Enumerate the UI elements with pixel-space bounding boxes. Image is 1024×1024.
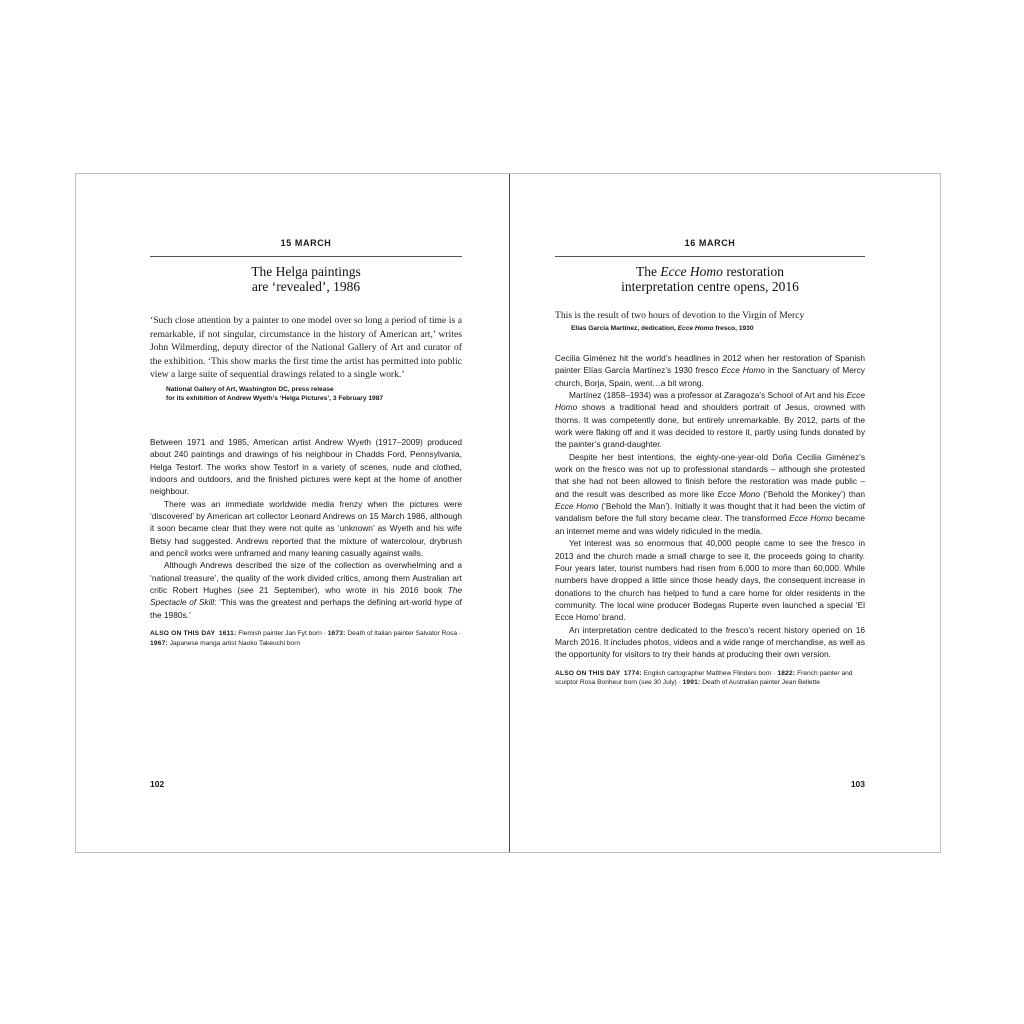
page-number: 102 [150,779,165,789]
also-on-this-day [555,669,865,688]
text-run: shows a traditional head and shoulders portrait of Jesus, crowned with thorns. It was competently done, but entirely unremarkable. By 2012, parts of the work were flaking off and it was decided to restore it, partly using funds donated by the painter’s grand-daughter. [555,402,865,450]
page-title [150,264,462,294]
left-page [150,174,462,852]
title-text: restoration [722,264,785,279]
page-date: 16 MARCH [684,238,736,248]
event: Death of Italian painter Salvator Rosa · [345,630,462,638]
artwork-title: Ecce Homo [555,501,599,512]
epigraph-quote: ‘Such close attention by a painter to one model over so long a period of time is a remarkable, if not singular, circumstance in the history of American art,’ writes John Wilmerding, deputy director of the National Gallery of Art and curator of the exhibition. ‘This show marks the first time the artist has permitted into public view a large suite of sequential drawings related to a single work.’ [150,315,462,380]
book-spread [75,173,941,853]
source-line-2: for its exhibition of Andrew Wyeth’s ‘Helga Pictures’, 3 February 1987 [166,394,384,402]
right-page [555,174,865,852]
artwork-title: Ecce Homo [555,390,865,413]
text-run: Although Andrews described the size of the collection as overwhelming and a ‘national treasure’, the quality of the work divided critics, among them Australian art critic Robert Hughes ( [150,560,462,596]
paragraph: Yet interest was so enormous that 40,000 people came to see the fresco in 2013 and the church made a small charge to see it, the proceeds going to charity. Four years later, tourist numbers had risen from 6,000 to more than 60,000. While numbers have dropped a little since those heady days, the consequent increase in donations to the church has helped to fund a care home for older residents in the community. The local wine producer Bodegas Ruperte even launched a special ‘El Ecce Homo’ brand. [555,538,865,623]
epigraph-quote: This is the result of two hours of devotion to the Virgin of Mercy [555,310,805,321]
paragraph: Between 1971 and 1985, American artist Andrew Wyeth (1917–2009) produced about 240 paintings and drawings of his neighbour in Chadds Ford, Pennsylvania, Helga Testorf. The works show Testorf in a variety of scenes, nude and clothed, indoors and outdoors, and the finished pictures were kept at the home of another neighbour. [150,437,462,497]
epigraph-source [150,385,462,403]
source-italic: Ecce Homo [677,324,714,332]
text-run: (‘Behold the Monkey’) than [760,488,865,499]
event: 30 July) · [651,679,683,687]
see-ref: see [240,585,254,596]
year: 1822: [777,669,796,677]
article-body [150,436,462,648]
event: French painter and sculptor Rosa Bonheur born ( [555,669,853,687]
title-line-1: The Helga paintings [251,264,361,279]
title-line-1 [555,264,865,279]
year: 1774: [623,669,642,677]
event: Japanese manga artist Naoko Takeuchi born [167,639,301,647]
year: 1673: [327,630,346,638]
paragraph: An interpretation centre dedicated to the fresco’s recent history opened on 16 March 2016. It includes photos, videos and a wide range of merchandise, as well as the opportunity for visitors to try their hands at producing their own version. [555,624,865,660]
text-run: Despite her best intentions, the eighty-one-year-old Doña Cecilia Giménez’s work on the fresco was not up to professional standards – although she protested that she had not been allowed to finish before the restoration was made public – and the result was described as more like [555,451,865,499]
title-line-2: are ‘revealed’, 1986 [251,279,361,294]
paragraph [555,389,865,451]
source-text: fresco, 1930 [713,324,754,332]
title-text: The [635,264,661,279]
year: 1611: [218,630,237,638]
epigraph [150,314,462,403]
text-run: became an internet meme and was widely ridiculed in the media. [555,513,865,536]
header-rule [555,256,865,257]
event: English cartographer Matthew Flinders born · [641,669,778,677]
title-line-2: interpretation centre opens, 2016 [621,279,799,294]
header-rule [150,256,462,257]
year: 1967: [150,639,168,647]
article-body [555,352,865,688]
text-run: (‘Behold the Man’). Initially it was thought that it had been the victim of vandalism before the full story became clear. The transformed [555,501,865,524]
page-title [555,264,865,294]
source-line-1: National Gallery of Art, Washington DC, press release [166,385,334,393]
epigraph [555,309,865,333]
text-run: Martínez (1858–1934) was a professor at Zaragoza’s School of Art and his [569,390,847,401]
source-text: Elías García Martínez, dedication, [571,324,678,332]
also-on-this-day [150,629,462,648]
artwork-title: Ecce Mono [717,488,761,499]
artwork-title: Ecce Homo [721,365,766,376]
text-run: Cecilia Giménez hit the world’s headlines in 2012 when her restoration of Spanish painter Elías García Martínez’s 1930 fresco [555,353,865,376]
book-spine [509,174,510,852]
also-label: ALSO ON THIS DAY [150,630,216,638]
paragraph [555,352,865,389]
text-run: in the Sanctuary of Mercy church, Borja, Spain, went…a bit wrong. [555,365,865,388]
text-run: 21 September), who wrote in his 2016 book [253,585,448,596]
paragraph [555,451,865,537]
page-number: 103 [850,779,865,789]
artwork-title: Ecce Homo [789,513,833,524]
event: Flemish painter Jan Fyt born · [236,630,328,638]
page-date: 15 MARCH [280,238,332,248]
epigraph-source [555,324,865,333]
text-run: : ‘This was the greatest and perhaps the defining art-world hype of the 1980s.’ [150,597,462,620]
event: Death of Australian painter Jean Bellette [700,679,820,687]
year: 1991: [682,679,701,687]
paragraph [150,559,462,621]
also-label: ALSO ON THIS DAY [555,669,621,677]
title-italic: Ecce Homo [660,264,723,279]
book-title: The Spectacle of Skill [150,585,462,608]
see-ref: see [641,679,652,687]
paragraph: There was an immediate worldwide media frenzy when the pictures were ‘discovered’ by American art collector Leonard Andrews on 15 March 1986, although it soon became clear that they were not quite as ‘unknown’ as Wyeth and his wife Betsy had suggested. Andrews reported that the mixture of watercolour, drybrush and pencil works were unframed and many leaning casually against walls. [150,498,462,559]
